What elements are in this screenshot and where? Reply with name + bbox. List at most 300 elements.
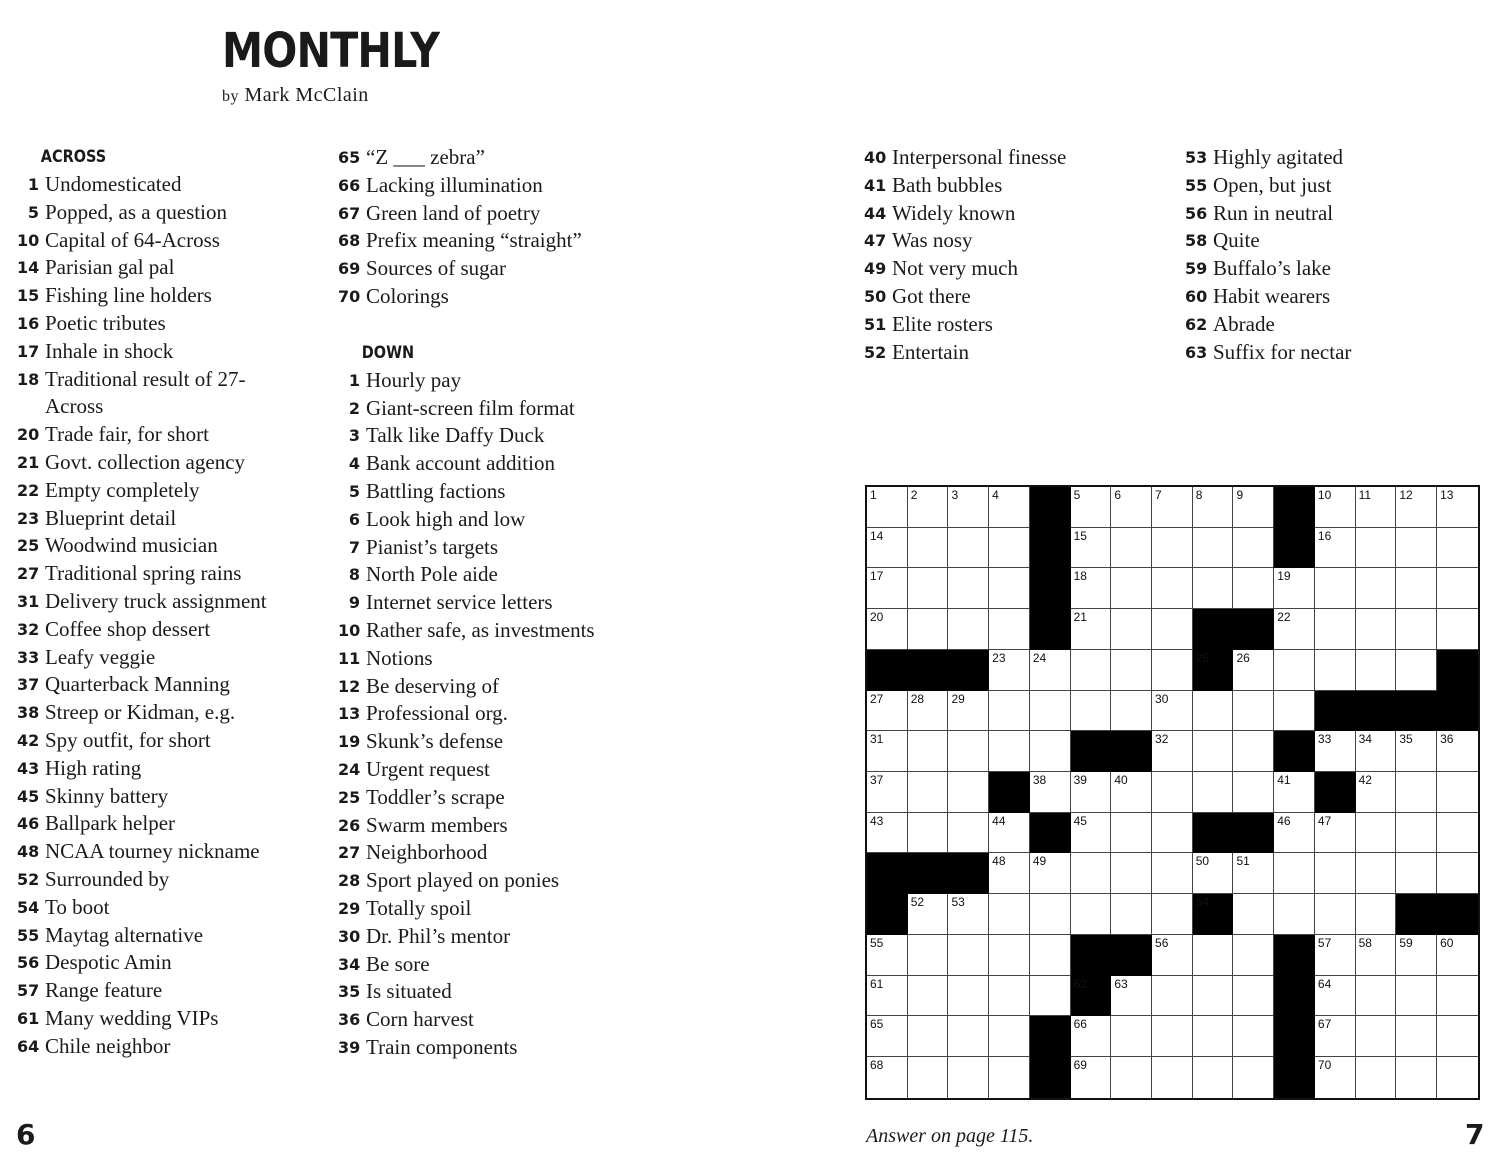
grid-cell[interactable] [908,691,949,732]
grid-cell[interactable] [1233,853,1274,894]
black-square [908,650,949,691]
clue-text: Totally spoil [366,895,472,920]
grid-cell[interactable] [948,528,989,569]
grid-cell[interactable] [867,568,908,609]
down-clue [338,422,595,450]
cell-number: 55 [870,935,884,950]
grid-cell[interactable] [989,1057,1030,1098]
grid-cell[interactable] [1233,1057,1274,1098]
grid-cell[interactable] [1071,1057,1112,1098]
black-square [1274,1057,1315,1098]
clue-text: Battling factions [366,478,506,503]
grid-cell[interactable] [1437,609,1478,650]
grid-cell[interactable] [989,609,1030,650]
clue-number: 20 [17,425,40,445]
grid-cell[interactable] [1356,894,1397,935]
grid-cell[interactable] [1030,650,1071,691]
grid-cell[interactable] [1152,813,1193,854]
grid-cell[interactable] [1437,813,1478,854]
grid-cell[interactable] [1111,894,1152,935]
grid-cell[interactable] [1193,1016,1234,1057]
grid-cell[interactable] [1396,487,1437,528]
clue-text: Run in neutral [1213,200,1334,225]
clue-number: 40 [864,148,887,167]
grid-cell[interactable] [1152,1057,1193,1098]
grid-cell[interactable] [1396,976,1437,1017]
grid-cell[interactable] [989,650,1030,691]
grid-cell[interactable] [1315,487,1356,528]
grid-cell[interactable] [1437,976,1478,1017]
grid-cell[interactable] [1437,1016,1478,1057]
grid-cell[interactable] [1356,609,1397,650]
grid-cell[interactable] [1274,853,1315,894]
clue-number: 59 [1185,259,1208,279]
grid-cell[interactable] [1030,853,1071,894]
grid-cell[interactable] [1111,609,1152,650]
cell-number: 15 [1073,528,1087,543]
cell-number: 66 [1073,1017,1087,1032]
clue-number: 1 [348,370,360,390]
down-clue [864,227,1066,255]
grid-cell[interactable] [1356,853,1397,894]
grid-cell[interactable] [1437,487,1478,528]
grid-cell[interactable] [1071,609,1112,650]
grid-cell[interactable] [1315,1016,1356,1057]
grid-cell[interactable] [1071,528,1112,569]
grid-cell[interactable] [1111,650,1152,691]
grid-cell[interactable] [948,568,989,609]
cell-number: 20 [870,610,884,625]
clue-text: Capital of 64-Across [45,227,220,252]
grid-cell[interactable] [1396,609,1437,650]
grid-cell[interactable] [1274,691,1315,732]
grid-cell[interactable] [867,731,908,772]
grid-cell[interactable] [948,731,989,772]
grid-cell[interactable] [1071,853,1112,894]
grid-cell[interactable] [1111,976,1152,1017]
grid-cell[interactable] [1071,813,1112,854]
cell-number: 2 [910,488,918,502]
down-clue [338,395,595,423]
grid-cell[interactable] [1111,1057,1152,1098]
clue-number: 62 [1185,314,1208,334]
grid-cell[interactable] [1233,935,1274,976]
grid-cell[interactable] [1233,691,1274,732]
grid-cell[interactable] [867,528,908,569]
down-clue [864,339,1066,367]
grid-cell[interactable] [1193,772,1234,813]
grid-cell[interactable] [1396,935,1437,976]
grid-cell[interactable] [1396,1057,1437,1098]
clue-number: 5 [348,481,360,501]
grid-cell[interactable] [1030,772,1071,813]
grid-cell[interactable] [1315,853,1356,894]
grid-cell[interactable] [1233,1016,1274,1057]
grid-cell[interactable] [1437,1057,1478,1098]
grid-cell[interactable] [1193,487,1234,528]
grid-cell[interactable] [1193,528,1234,569]
grid-cell[interactable] [1030,935,1071,976]
across-clue [17,227,267,255]
clue-column-2 [338,144,595,1062]
cell-number: 65 [870,1017,884,1032]
across-clue [17,310,267,338]
cell-number: 25 [1195,650,1210,665]
grid-cell[interactable] [1152,609,1193,650]
cell-number: 23 [992,650,1006,665]
grid-cell[interactable] [1193,1057,1234,1098]
black-square [1274,1016,1315,1057]
clue-text: Colorings [366,283,449,308]
grid-cell[interactable] [1152,935,1193,976]
grid-cell[interactable] [1152,894,1193,935]
clue-number: 27 [17,564,40,584]
grid-cell[interactable] [1111,487,1152,528]
grid-cell[interactable] [1193,853,1234,894]
grid-cell[interactable] [1274,650,1315,691]
grid-cell[interactable] [1396,528,1437,569]
grid-cell[interactable] [1437,528,1478,569]
grid-cell[interactable] [1071,691,1112,732]
grid-cell[interactable] [1030,731,1071,772]
grid-cell[interactable] [908,568,949,609]
grid-cell[interactable] [1356,487,1397,528]
down-clue [338,728,595,756]
grid-cell[interactable] [1356,772,1397,813]
cell-number: 58 [1358,935,1372,950]
grid-cell[interactable] [1274,568,1315,609]
grid-cell[interactable] [1274,772,1315,813]
grid-cell[interactable] [1152,528,1193,569]
grid-cell[interactable] [989,568,1030,609]
clue-text: Corn harvest [366,1007,474,1032]
grid-cell[interactable] [948,609,989,650]
grid-cell[interactable] [989,731,1030,772]
grid-cell[interactable] [1152,976,1193,1017]
grid-cell[interactable] [1396,813,1437,854]
grid-cell[interactable] [1437,731,1478,772]
cell-number: 28 [910,691,925,706]
cell-number: 13 [1440,488,1454,502]
grid-cell[interactable] [989,691,1030,732]
clue-text: Open, but just [1213,172,1332,197]
clue-text: Bank account addition [366,451,555,476]
black-square [908,853,949,894]
grid-cell[interactable] [948,1057,989,1098]
clue-number: 29 [338,898,361,918]
across-clue [338,283,595,311]
grid-cell[interactable] [1071,487,1112,528]
grid-cell[interactable] [867,1016,908,1057]
clue-number: 25 [17,536,40,556]
cell-number: 10 [1317,488,1332,502]
cell-number: 64 [1317,976,1332,991]
cell-number: 6 [1114,488,1121,502]
grid-cell[interactable] [1152,650,1193,691]
grid-cell[interactable] [1111,568,1152,609]
grid-cell[interactable] [948,1016,989,1057]
clue-number: 34 [338,954,361,974]
black-square [1193,650,1234,691]
grid-cell[interactable] [1356,568,1397,609]
grid-cell[interactable] [867,935,908,976]
grid-cell[interactable] [1233,487,1274,528]
grid-cell[interactable] [1071,772,1112,813]
grid-cell[interactable] [908,1016,949,1057]
grid-cell[interactable] [1152,568,1193,609]
grid-cell[interactable] [1437,853,1478,894]
black-square [1396,894,1437,935]
grid-cell[interactable] [948,935,989,976]
grid-cell[interactable] [1193,568,1234,609]
clue-number: 6 [348,509,360,529]
clue-text: Sport played on ponies [366,868,560,893]
clue-number: 48 [17,842,40,862]
clue-number: 18 [17,369,40,389]
down-clue [338,1034,595,1062]
grid-cell[interactable] [1111,813,1152,854]
clue-column-4 [1185,144,1351,366]
black-square [1274,528,1315,569]
clue-number: 44 [864,203,887,223]
clue-text: Sources of sugar [366,256,506,281]
grid-cell[interactable] [1396,568,1437,609]
black-square [1193,813,1234,854]
grid-cell[interactable] [1396,772,1437,813]
grid-cell[interactable] [989,487,1030,528]
grid-cell[interactable] [1315,813,1356,854]
across-clue [17,644,267,672]
grid-cell[interactable] [1396,853,1437,894]
grid-cell[interactable] [908,528,949,569]
black-square [1111,935,1152,976]
black-square [1437,691,1478,732]
grid-cell[interactable] [1356,935,1397,976]
grid-cell[interactable] [1315,894,1356,935]
across-clue [17,338,267,366]
grid-cell[interactable] [1030,691,1071,732]
grid-cell[interactable] [908,813,949,854]
clue-number: 22 [17,480,40,500]
clue-column-1 [17,143,267,1061]
grid-cell[interactable] [867,813,908,854]
grid-cell[interactable] [1111,1016,1152,1057]
across-clue [17,421,267,449]
grid-cell[interactable] [1152,1016,1193,1057]
grid-cell[interactable] [908,1057,949,1098]
grid-cell[interactable] [948,813,989,854]
grid-cell[interactable] [1356,1057,1397,1098]
clue-text: North Pole aide [366,562,498,587]
down-clue [338,450,595,478]
grid-cell[interactable] [908,772,949,813]
cell-number: 52 [910,895,925,910]
across-clue [17,922,267,950]
grid-cell[interactable] [1193,691,1234,732]
cell-number: 5 [1073,488,1081,502]
grid-cell[interactable] [1071,568,1112,609]
grid-cell[interactable] [908,976,949,1017]
down-clue [338,367,595,395]
grid-cell[interactable] [1111,772,1152,813]
grid-cell[interactable] [1233,528,1274,569]
grid-cell[interactable] [867,772,908,813]
across-clue [17,671,267,699]
grid-cell[interactable] [1152,853,1193,894]
clue-number: 69 [338,259,361,279]
grid-cell[interactable] [948,487,989,528]
clue-number: 63 [1185,342,1208,362]
grid-cell[interactable] [1233,976,1274,1017]
grid-cell[interactable] [1396,1016,1437,1057]
grid-cell[interactable] [989,528,1030,569]
grid-cell[interactable] [867,487,908,528]
grid-cell[interactable] [1396,650,1437,691]
grid-cell[interactable] [1111,853,1152,894]
clue-text: Be sore [366,951,430,976]
grid-cell[interactable] [989,976,1030,1017]
grid-cell[interactable] [1193,935,1234,976]
grid-cell[interactable] [908,487,949,528]
grid-cell[interactable] [908,609,949,650]
grid-cell[interactable] [867,609,908,650]
across-heading: ACROSS [40,147,107,167]
cell-number: 12 [1399,488,1413,502]
grid-cell[interactable] [1071,650,1112,691]
grid-cell[interactable] [948,691,989,732]
clue-text: “Z ___ zebra” [366,145,485,169]
cell-number: 38 [1032,773,1047,788]
grid-cell[interactable] [989,853,1030,894]
across-clue [17,1005,267,1033]
clue-number: 52 [17,869,40,889]
down-clue [338,839,595,867]
grid-cell[interactable] [1071,1016,1112,1057]
clue-text: Prefix meaning “straight” [366,228,582,253]
grid-cell[interactable] [1274,894,1315,935]
clue-number: 4 [348,454,360,474]
grid-cell[interactable] [1152,731,1193,772]
grid-cell[interactable] [1274,609,1315,650]
crossword-grid [865,485,1480,1100]
across-clue [17,1033,267,1061]
grid-cell[interactable] [1356,650,1397,691]
grid-cell[interactable] [1152,487,1193,528]
down-clue [338,617,595,645]
grid-cell[interactable] [1315,1057,1356,1098]
grid-cell[interactable] [1233,650,1274,691]
grid-cell[interactable] [908,894,949,935]
grid-cell[interactable] [1437,935,1478,976]
grid-cell[interactable] [1233,731,1274,772]
across-clue [17,977,267,1005]
across-clue [17,366,267,422]
grid-cell[interactable] [908,731,949,772]
black-square [1274,935,1315,976]
clue-number: 66 [338,175,361,195]
clue-number: 39 [338,1037,361,1057]
grid-cell[interactable] [948,772,989,813]
grid-cell[interactable] [1193,976,1234,1017]
grid-cell[interactable] [1152,772,1193,813]
grid-cell[interactable] [867,976,908,1017]
cell-number: 40 [1114,773,1128,788]
across-clue [17,532,267,560]
grid-cell[interactable] [1071,894,1112,935]
grid-cell[interactable] [1315,609,1356,650]
grid-cell[interactable] [1315,976,1356,1017]
clue-number: 30 [338,926,361,946]
grid-cell[interactable] [1396,731,1437,772]
grid-cell[interactable] [1233,772,1274,813]
grid-cell[interactable] [867,691,908,732]
grid-cell[interactable] [1315,528,1356,569]
grid-cell[interactable] [908,935,949,976]
grid-cell[interactable] [1356,976,1397,1017]
grid-cell[interactable] [1356,528,1397,569]
grid-cell[interactable] [989,894,1030,935]
grid-cell[interactable] [1274,813,1315,854]
across-clue [17,838,267,866]
grid-cell[interactable] [1233,568,1274,609]
clue-text: Poetic tributes [45,310,166,335]
clue-text: High rating [45,755,142,780]
cell-number: 68 [870,1058,884,1073]
clue-number: 23 [17,508,40,528]
clue-text: Internet service letters [366,590,553,615]
clue-number: 50 [864,286,887,306]
clue-text: Many wedding VIPs [45,1005,219,1030]
down-clue [1185,144,1351,172]
clue-number: 26 [338,815,361,835]
grid-cell[interactable] [1111,528,1152,569]
grid-cell[interactable] [1315,731,1356,772]
grid-cell[interactable] [1233,894,1274,935]
grid-cell[interactable] [1315,935,1356,976]
grid-cell[interactable] [1437,772,1478,813]
grid-cell[interactable] [1030,976,1071,1017]
clue-text: Coffee shop dessert [45,616,211,641]
black-square [1233,609,1274,650]
across-clue [17,199,267,227]
clue-text: Neighborhood [366,840,488,865]
grid-cell[interactable] [1315,568,1356,609]
grid-cell[interactable] [1030,894,1071,935]
grid-cell[interactable] [1356,731,1397,772]
grid-cell[interactable] [867,1057,908,1098]
grid-cell[interactable] [948,894,989,935]
cell-number: 47 [1317,813,1332,828]
grid-cell[interactable] [989,813,1030,854]
grid-cell[interactable] [948,976,989,1017]
cell-number: 24 [1032,650,1047,665]
grid-cell[interactable] [989,935,1030,976]
grid-cell[interactable] [1356,1016,1397,1057]
grid-cell[interactable] [989,1016,1030,1057]
grid-cell[interactable] [1152,691,1193,732]
grid-cell[interactable] [1315,650,1356,691]
grid-cell[interactable] [1356,813,1397,854]
black-square [1030,487,1071,528]
clue-number: 60 [1185,286,1208,306]
grid-cell[interactable] [1193,731,1234,772]
black-square [1030,1016,1071,1057]
down-clue [1185,283,1351,311]
clue-text: Suffix for nectar [1213,339,1352,364]
grid-cell[interactable] [1111,691,1152,732]
clue-number: 55 [17,925,40,945]
grid-cell[interactable] [1437,568,1478,609]
